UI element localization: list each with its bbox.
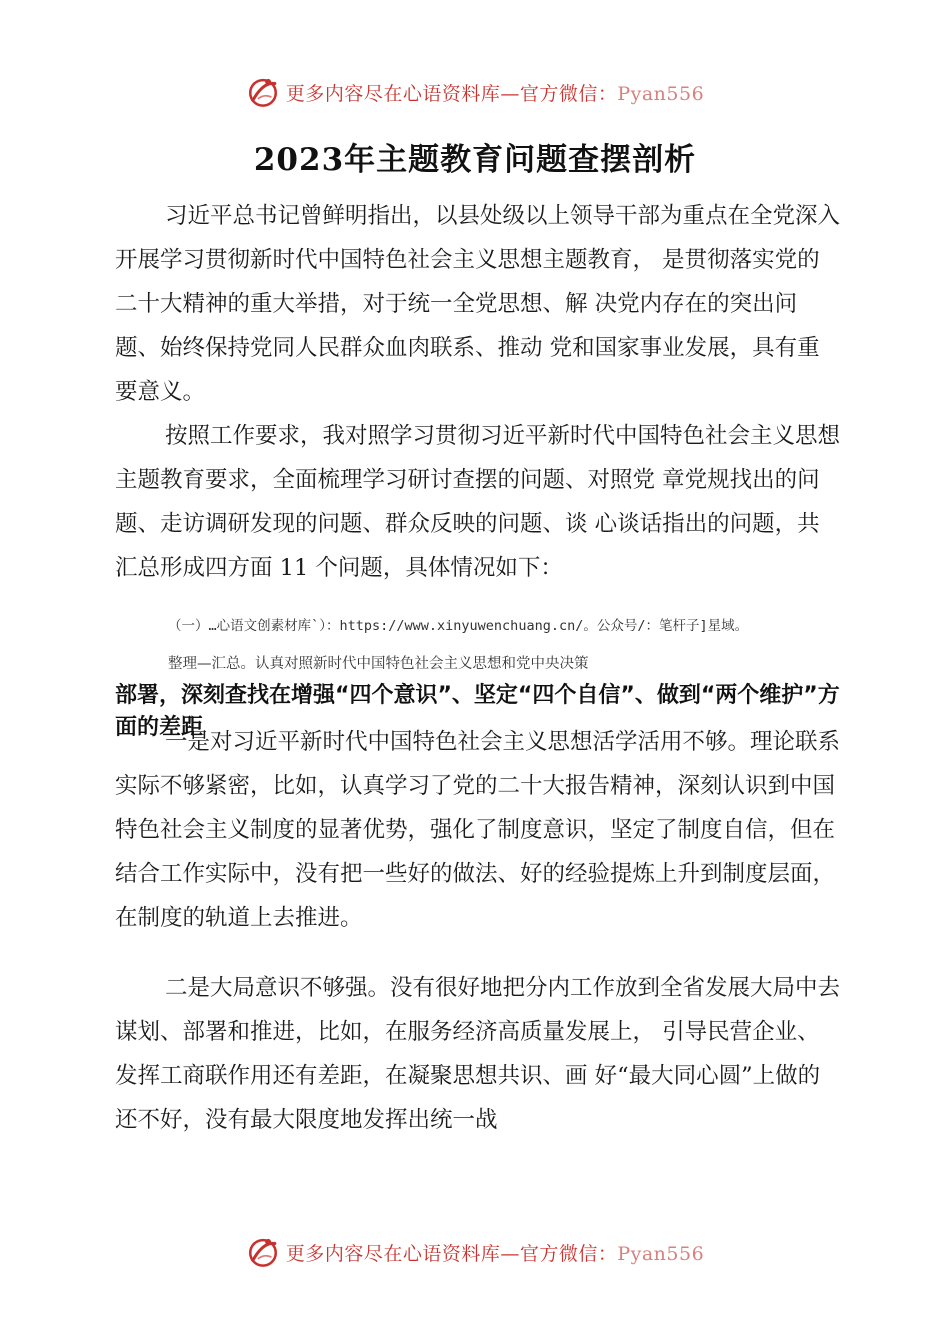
paragraph-intro [115, 194, 840, 414]
page-footer [0, 1232, 950, 1272]
paragraph-text: 习近平总书记曾鲜明指出，以县处级以上领导干部为重点在全党深入开展学习贯彻新时代中国特色社会主义思想主题教育， 是贯彻落实党的二十大精神的重大举措，对于统一全党思想、解 决党内存在的突出问题、始终保持党同人民群众血肉联系、推动 党和国家事业发展，具有重要意义。 [115, 203, 841, 405]
paragraph-requirements [115, 414, 840, 590]
source-note-continued: 整理—汇总。认真对照新时代中国特色社会主义思想和党中央决策 [168, 656, 589, 672]
brand-text: 更多内容尽在心语资料库—官方微信：Pyan556 [285, 82, 705, 105]
page-header [0, 72, 950, 112]
wechat-id: Pyan556 [617, 82, 705, 105]
section-heading: 部署，深刻查找在增强“四个意识”、坚定“四个自信”、做到“两个维护”方面的差距 [115, 683, 840, 740]
brand-logo-icon [246, 1235, 280, 1269]
brand-banner [246, 1235, 704, 1269]
wechat-id: Pyan556 [617, 1242, 705, 1265]
paragraph-text: 一是对习近平新时代中国特色社会主义思想活学活用不够。理论联系实际不够紧密，比如，认真学习了党的二十大报告精神，深刻认识到中国特色社会主义制度的显著优势，强化了制度意识，坚定了制度自信，但在结合工作实际中，没有把一些好的做法、好的经验提炼上升到制度层面，在制度的轨道上去推进。 [115, 729, 841, 931]
paragraph-point-one [115, 720, 840, 940]
paragraph-point-two [115, 966, 840, 1142]
source-note: （一）…心语文创素材库`）：https://www.xinyuwenchuang.cn/。公众号/：笔杆子]星域。 [168, 618, 749, 634]
paragraph-text: 二是大局意识不够强。没有很好地把分内工作放到全省发展大局中去谋划、部署和推进，比如，在服务经济高质量发展上， 引导民营企业、发挥工商联作用还有差距，在凝聚思想共识、画 好“最大同心圆”上做的还不好，没有最大限度地发挥出统一战 [115, 975, 841, 1133]
document-title: 2023年主题教育问题查摆剖析 [253, 142, 697, 178]
paragraph-text: 按照工作要求，我对照学习贯彻习近平新时代中国特色社会主义思想主题教育要求，全面梳理学习研讨查摆的问题、对照党 章党规找出的问题、走访调研发现的问题、群众反映的问题、谈 心谈话指出的问题，共汇总形成四方面 11 个问题，具体情况如下： [115, 423, 841, 581]
brand-text: 更多内容尽在心语资料库—官方微信：Pyan556 [285, 1242, 705, 1265]
brand-logo-icon [246, 75, 280, 109]
brand-banner [246, 75, 704, 109]
